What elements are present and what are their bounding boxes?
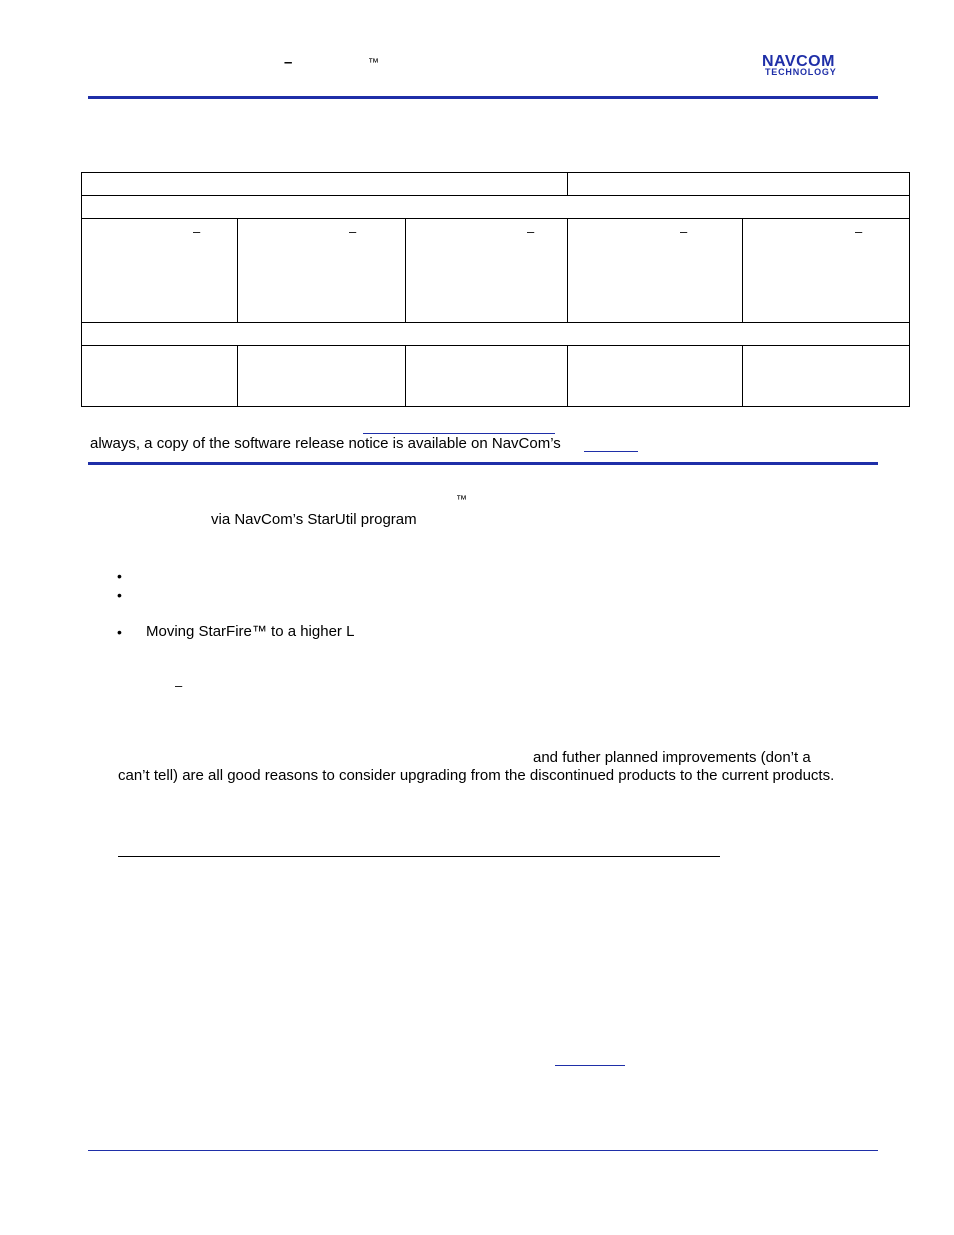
release-notice-link[interactable] (363, 433, 555, 434)
contact-link[interactable] (555, 1065, 625, 1066)
table-col-divider (405, 218, 406, 322)
bullet-marker: • (117, 568, 122, 584)
header-dash: – (284, 54, 293, 71)
bullet-marker: • (117, 624, 122, 640)
table-col-divider (742, 345, 743, 407)
navcom-website-link[interactable] (584, 451, 638, 452)
header-trademark: ™ (368, 57, 379, 69)
bullet-marker: • (117, 587, 122, 603)
header-rule (88, 96, 878, 99)
table-cell-mark: – (193, 224, 201, 239)
footer-rule (88, 1150, 878, 1151)
bullet-item: Moving StarFire™ to a higher L (146, 623, 355, 640)
upgrade-paragraph-line1: and futher planned improvements (don’t a (533, 749, 811, 766)
table-cell-mark: – (527, 224, 535, 239)
table-row-divider (81, 218, 910, 219)
table-cell-mark: – (349, 224, 357, 239)
starutil-line: via NavCom’s StarUtil program (211, 511, 417, 528)
table-col-divider (237, 218, 238, 322)
logo-line2: TECHNOLOGY (765, 67, 837, 76)
navcom-logo (762, 52, 882, 76)
form-rule (118, 856, 720, 857)
table-cell-mark: – (680, 224, 688, 239)
section-rule (88, 462, 878, 465)
table-col-divider (237, 345, 238, 407)
table-col-divider (405, 345, 406, 407)
logo-line1: NAVCOM (762, 53, 835, 70)
table-row-divider (81, 345, 910, 346)
section-trademark: ™ (456, 494, 467, 506)
table-cell-mark: – (855, 224, 863, 239)
release-notice-text: always, a copy of the software release notice is available on NavCom’s (90, 435, 561, 452)
product-table (81, 172, 910, 407)
section-dash: – (175, 678, 183, 693)
table-col-divider (567, 218, 568, 322)
table-col-divider (567, 172, 568, 195)
table-col-divider (567, 345, 568, 407)
upgrade-paragraph-line2: can’t tell) are all good reasons to consider upgrading from the discontinued products to the current products. (118, 767, 835, 784)
table-row-divider (81, 195, 910, 196)
table-row-divider (81, 322, 910, 323)
table-col-divider (742, 218, 743, 322)
